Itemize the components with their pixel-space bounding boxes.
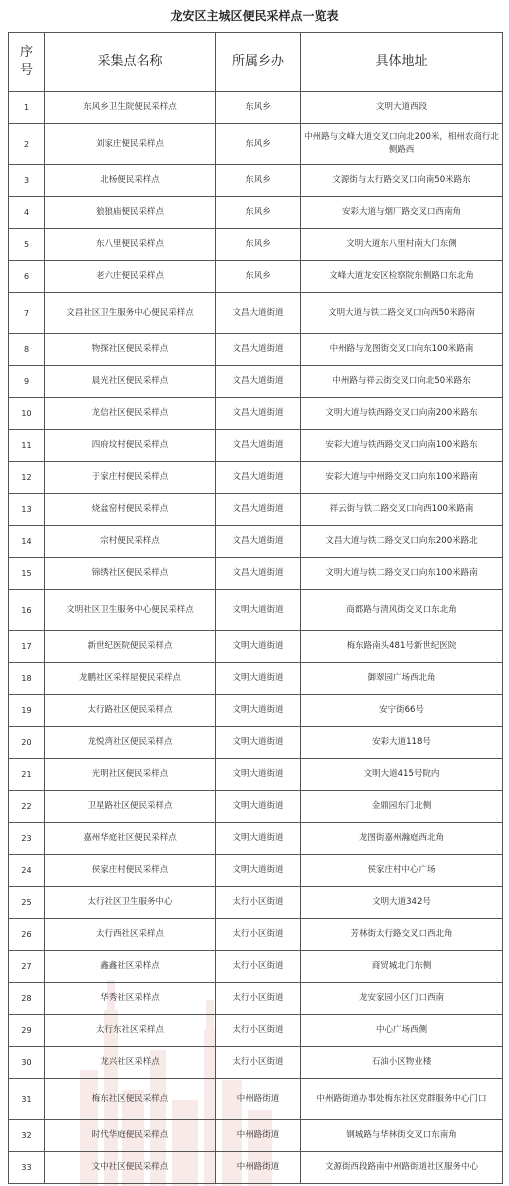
table-row xyxy=(9,366,503,398)
table-row xyxy=(9,1015,503,1047)
row-address: 商都路与清风街交叉口东北角 xyxy=(301,590,503,631)
row-address: 中州路街道办事处梅东社区党群服务中心门口 xyxy=(301,1079,503,1120)
row-site-name: 鑫鑫社区采样点 xyxy=(45,951,216,983)
table-row xyxy=(9,197,503,229)
row-number: 9 xyxy=(9,366,45,398)
row-number: 27 xyxy=(9,951,45,983)
table-row xyxy=(9,1152,503,1184)
row-site-name: 锦绣社区便民采样点 xyxy=(45,558,216,590)
row-address: 安彩大道与铁西路交叉口向南100米路东 xyxy=(301,430,503,462)
sampling-points-table-container xyxy=(8,32,502,1184)
row-number: 5 xyxy=(9,229,45,261)
row-address: 安彩大道118号 xyxy=(301,727,503,759)
row-number: 33 xyxy=(9,1152,45,1184)
row-site-name: 光明社区便民采样点 xyxy=(45,759,216,791)
row-site-name: 太行社区卫生服务中心 xyxy=(45,887,216,919)
row-district: 东风乡 xyxy=(216,261,301,293)
table-row xyxy=(9,334,503,366)
table-header-row xyxy=(9,33,503,92)
row-number: 2 xyxy=(9,124,45,165)
row-number: 17 xyxy=(9,631,45,663)
row-district: 东风乡 xyxy=(216,165,301,197)
row-district: 文昌大道街道 xyxy=(216,494,301,526)
row-address: 安宁街66号 xyxy=(301,695,503,727)
row-district: 文明大道街道 xyxy=(216,855,301,887)
row-number: 8 xyxy=(9,334,45,366)
row-address: 商贸城北门东侧 xyxy=(301,951,503,983)
row-site-name: 狼狼庙便民采样点 xyxy=(45,197,216,229)
row-address: 文昌大道与铁二路交叉口向东200米路北 xyxy=(301,526,503,558)
row-number: 15 xyxy=(9,558,45,590)
row-address: 芳林街太行路交叉口西北角 xyxy=(301,919,503,951)
row-district: 文昌大道街道 xyxy=(216,430,301,462)
row-district: 文明大道街道 xyxy=(216,695,301,727)
row-address: 龙安家园小区门口西南 xyxy=(301,983,503,1015)
row-number: 29 xyxy=(9,1015,45,1047)
row-address: 中心广场西侧 xyxy=(301,1015,503,1047)
table-row xyxy=(9,92,503,124)
row-number: 25 xyxy=(9,887,45,919)
row-district: 文昌大道街道 xyxy=(216,526,301,558)
row-district: 东风乡 xyxy=(216,124,301,165)
row-address: 祥云街与铁二路交叉口向西100米路南 xyxy=(301,494,503,526)
table-row xyxy=(9,124,503,165)
row-district: 文明大道街道 xyxy=(216,791,301,823)
row-number: 23 xyxy=(9,823,45,855)
row-site-name: 于家庄村便民采样点 xyxy=(45,462,216,494)
page-title: 龙安区主城区便民采样点一览表 xyxy=(170,9,339,23)
row-number: 3 xyxy=(9,165,45,197)
row-address: 石油小区物业楼 xyxy=(301,1047,503,1079)
row-district: 文明大道街道 xyxy=(216,590,301,631)
row-number: 21 xyxy=(9,759,45,791)
row-address: 梅东路南头481号新世纪医院 xyxy=(301,631,503,663)
row-site-name: 侯家庄村便民采样点 xyxy=(45,855,216,887)
table-row xyxy=(9,526,503,558)
row-site-name: 文明社区卫生服务中心便民采样点 xyxy=(45,590,216,631)
table-row xyxy=(9,855,503,887)
table-row xyxy=(9,430,503,462)
row-number: 20 xyxy=(9,727,45,759)
row-address: 文明大道与铁二路交叉口向东100米路南 xyxy=(301,558,503,590)
row-address: 侯家庄村中心广场 xyxy=(301,855,503,887)
row-number: 12 xyxy=(9,462,45,494)
row-address: 文明大道342号 xyxy=(301,887,503,919)
table-row xyxy=(9,951,503,983)
row-number: 31 xyxy=(9,1079,45,1120)
row-number: 11 xyxy=(9,430,45,462)
row-district: 中州路街道 xyxy=(216,1079,301,1120)
table-row xyxy=(9,983,503,1015)
row-district: 太行小区街道 xyxy=(216,887,301,919)
row-district: 文明大道街道 xyxy=(216,727,301,759)
row-site-name: 烧盆窑村便民采样点 xyxy=(45,494,216,526)
row-address: 文明大道415号院内 xyxy=(301,759,503,791)
table-row xyxy=(9,261,503,293)
row-site-name: 北杨便民采样点 xyxy=(45,165,216,197)
row-number: 18 xyxy=(9,663,45,695)
row-number: 7 xyxy=(9,293,45,334)
row-number: 1 xyxy=(9,92,45,124)
row-site-name: 太行路社区便民采样点 xyxy=(45,695,216,727)
row-address: 中州路与龙图街交叉口向东100米路南 xyxy=(301,334,503,366)
table-row xyxy=(9,165,503,197)
row-site-name: 龙兴社区采样点 xyxy=(45,1047,216,1079)
row-district: 太行小区街道 xyxy=(216,919,301,951)
row-site-name: 宗村便民采样点 xyxy=(45,526,216,558)
row-site-name: 卫星路社区便民采样点 xyxy=(45,791,216,823)
table-row xyxy=(9,663,503,695)
table-row xyxy=(9,1120,503,1152)
row-number: 6 xyxy=(9,261,45,293)
row-site-name: 龙信社区便民采样点 xyxy=(45,398,216,430)
table-row xyxy=(9,759,503,791)
row-district: 文明大道街道 xyxy=(216,759,301,791)
row-site-name: 四府坟村便民采样点 xyxy=(45,430,216,462)
table-row xyxy=(9,919,503,951)
row-site-name: 嘉州华庭社区便民采样点 xyxy=(45,823,216,855)
table-row xyxy=(9,494,503,526)
row-number: 22 xyxy=(9,791,45,823)
row-address: 文源街西段路南中州路街道社区服务中心 xyxy=(301,1152,503,1184)
row-site-name: 梅东社区便民采样点 xyxy=(45,1079,216,1120)
row-district: 太行小区街道 xyxy=(216,951,301,983)
row-address: 龙图街嘉州瀚庭西北角 xyxy=(301,823,503,855)
row-district: 太行小区街道 xyxy=(216,983,301,1015)
row-number: 16 xyxy=(9,590,45,631)
row-number: 26 xyxy=(9,919,45,951)
row-site-name: 晨光社区便民采样点 xyxy=(45,366,216,398)
row-address: 文源街与太行路交叉口向南50米路东 xyxy=(301,165,503,197)
table-row xyxy=(9,590,503,631)
row-district: 太行小区街道 xyxy=(216,1047,301,1079)
row-district: 文明大道街道 xyxy=(216,823,301,855)
row-site-name: 东风乡卫生院便民采样点 xyxy=(45,92,216,124)
row-district: 文昌大道街道 xyxy=(216,334,301,366)
row-address: 文明大道与铁二路交叉口向西50米路南 xyxy=(301,293,503,334)
table-row xyxy=(9,462,503,494)
sampling-points-table xyxy=(8,32,503,1184)
table-row xyxy=(9,727,503,759)
row-district: 东风乡 xyxy=(216,197,301,229)
header-district: 所属乡办 xyxy=(216,33,301,92)
row-site-name: 文昌社区卫生服务中心便民采样点 xyxy=(45,293,216,334)
row-district: 文昌大道街道 xyxy=(216,558,301,590)
table-row xyxy=(9,695,503,727)
row-number: 14 xyxy=(9,526,45,558)
table-row xyxy=(9,229,503,261)
row-district: 中州路街道 xyxy=(216,1120,301,1152)
row-site-name: 龙鹏社区采样屋便民采样点 xyxy=(45,663,216,695)
row-number: 19 xyxy=(9,695,45,727)
table-row xyxy=(9,823,503,855)
row-number: 28 xyxy=(9,983,45,1015)
row-number: 32 xyxy=(9,1120,45,1152)
row-address: 钢城路与华林街交叉口东南角 xyxy=(301,1120,503,1152)
table-row xyxy=(9,558,503,590)
row-number: 4 xyxy=(9,197,45,229)
table-row xyxy=(9,398,503,430)
table-body xyxy=(9,92,503,1184)
row-district: 太行小区街道 xyxy=(216,1015,301,1047)
row-number: 24 xyxy=(9,855,45,887)
table-row xyxy=(9,791,503,823)
table-row xyxy=(9,1079,503,1120)
row-address: 文峰大道龙安区检察院东侧路口东北角 xyxy=(301,261,503,293)
row-address: 御翠园广场西北角 xyxy=(301,663,503,695)
row-address: 文明大道与铁西路交叉口向南200米路东 xyxy=(301,398,503,430)
row-number: 13 xyxy=(9,494,45,526)
row-site-name: 文中社区便民采样点 xyxy=(45,1152,216,1184)
row-number: 10 xyxy=(9,398,45,430)
table-row xyxy=(9,293,503,334)
row-address: 文明大道东八里村南大门东侧 xyxy=(301,229,503,261)
row-district: 东风乡 xyxy=(216,229,301,261)
row-site-name: 刘家庄便民采样点 xyxy=(45,124,216,165)
header-name: 采集点名称 xyxy=(45,33,216,92)
table-row xyxy=(9,1047,503,1079)
table-row xyxy=(9,887,503,919)
row-address: 金鼎园东门北侧 xyxy=(301,791,503,823)
row-address: 中州路与祥云街交叉口向北50米路东 xyxy=(301,366,503,398)
row-district: 文昌大道街道 xyxy=(216,366,301,398)
row-site-name: 太行东社区采样点 xyxy=(45,1015,216,1047)
row-number: 30 xyxy=(9,1047,45,1079)
row-address: 中州路与文峰大道交叉口向北200米，相州农商行北侧路西 xyxy=(301,124,503,165)
row-site-name: 老六庄便民采样点 xyxy=(45,261,216,293)
row-district: 文昌大道街道 xyxy=(216,462,301,494)
row-site-name: 时代华庭便民采样点 xyxy=(45,1120,216,1152)
row-site-name: 物探社区便民采样点 xyxy=(45,334,216,366)
row-site-name: 华秀社区采样点 xyxy=(45,983,216,1015)
row-district: 文昌大道街道 xyxy=(216,398,301,430)
row-site-name: 太行西社区采样点 xyxy=(45,919,216,951)
row-district: 文明大道街道 xyxy=(216,663,301,695)
row-district: 文明大道街道 xyxy=(216,631,301,663)
row-site-name: 龙悦湾社区便民采样点 xyxy=(45,727,216,759)
row-site-name: 东八里便民采样点 xyxy=(45,229,216,261)
row-district: 文昌大道街道 xyxy=(216,293,301,334)
table-row xyxy=(9,631,503,663)
row-district: 中州路街道 xyxy=(216,1152,301,1184)
row-site-name: 新世纪医院便民采样点 xyxy=(45,631,216,663)
row-address: 文明大道西段 xyxy=(301,92,503,124)
header-address: 具体地址 xyxy=(301,33,503,92)
header-index: 序号 xyxy=(9,33,45,92)
row-district: 东风乡 xyxy=(216,92,301,124)
row-address: 安彩大道与中州路交叉口向东100米路南 xyxy=(301,462,503,494)
row-address: 安彩大道与烟厂路交叉口西南角 xyxy=(301,197,503,229)
